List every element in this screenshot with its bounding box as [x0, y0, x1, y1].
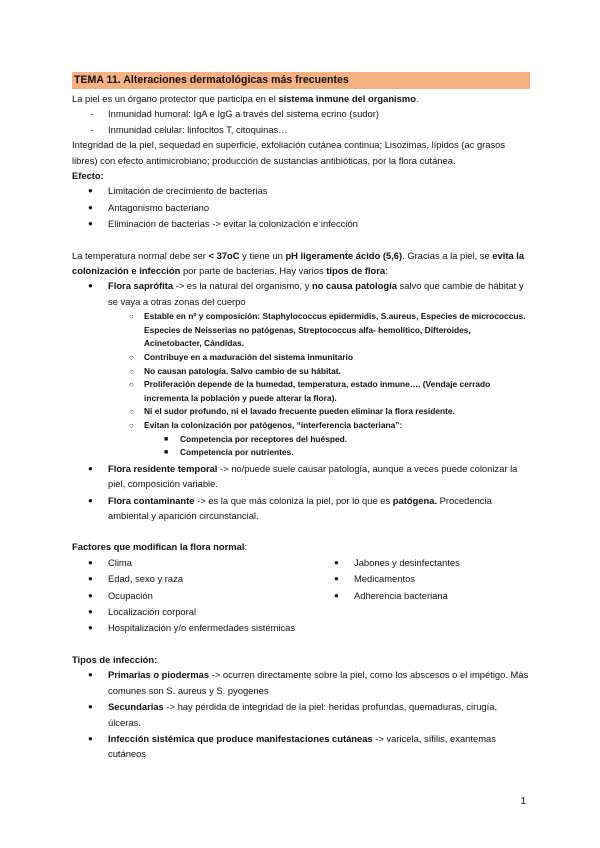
flora-list — [72, 278, 530, 523]
list-item: ● Eliminación de bacterias -> evitar la colonización e infección — [72, 216, 530, 231]
infection-list — [72, 667, 530, 761]
list-item: ● Jabones y desinfectantes — [318, 555, 530, 570]
list-item: ● Medicamentos — [318, 571, 530, 586]
list-item: ■ Competencia por receptores del huésped. — [144, 433, 530, 447]
factors-heading: Factores que modifican la flora normal: — [72, 541, 248, 553]
list-item: ● Hospitalización y/o enfermedades sistémicas — [72, 620, 318, 635]
flora-residente-item: ● Flora residente temporal -> no/puede suele causar patología, aunque a veces puede colonizar la piel, composición variable. — [72, 461, 530, 492]
flora-contaminante-item: ● Flora contaminante -> es la que más coloniza la piel, por lo que es patógena. Procedencia ambiental y aparición circunstancial. — [72, 493, 530, 524]
flora-saprofita-item: ● Flora saprófita -> es la natural del organismo, y no causa patología salvo que cambie de hábitat y se vaya a otras zonas del cuerpo ○ Estable en nº y composición: Staphylococcus epidermidis, S.aureus, Especies de micrococcus. Especies de Neisserias no patógenas, Streptococcus alfa- hemolítico, Difteroides, Acinetobacter, Cándidas. ○ Contribuye en a maduración del sistema inmunitario ○ No causan patología. Salvo cambio de su hábitat. ○ Proliferación depende de la humedad, temperatura, estado inmune…. (Vendaje cerrado incrementa la población y puede alterar la flora). ○ Ni el sudor profundo, ni el lavado frecuente pueden eliminar la flora residente. ○ Evitan la colonización por patógenos, “interferencia bacteriana”: ■ Competencia por receptores del huésped. ■ Competencia por nutrientes. — [72, 278, 530, 459]
factors-columns — [72, 555, 530, 637]
list-item: ○ No causan patología. Salvo cambio de su hábitat. — [108, 365, 530, 379]
list-item: ● Localización corporal — [72, 604, 318, 619]
intro-paragraph: La piel es un órgano protector que participa en el sistema inmune del organismo. — [72, 93, 419, 104]
list-item: ● Adherencia bacteriana — [318, 588, 530, 603]
list-item: ● Limitación de crecimiento de bacterias — [72, 183, 530, 198]
factors-list-right — [318, 555, 530, 637]
effect-heading: Efecto: — [72, 170, 104, 182]
list-item: ○ Contribuye en a maduración del sistema inmunitario — [108, 351, 530, 365]
list-item: ● Infección sistémica que produce manifestaciones cutáneas -> varicela, sífilis, exantemas cutáneos — [72, 731, 530, 762]
list-item: ● Ocupación — [72, 588, 318, 603]
document-page — [72, 72, 530, 763]
list-item: ○ Proliferación depende de la humedad, temperatura, estado inmune…. (Vendaje cerrado incrementa la población y puede alterar la flora). — [108, 378, 530, 405]
temperature-paragraph: La temperatura normal debe ser < 37oC y tiene un pH ligeramente ácido (5,6). Gracias a la piel, se evita la colonización e infección por parte de bacterias. Hay varios tipos de flora: — [72, 249, 525, 277]
list-item: ○ Estable en nº y composición: Staphylococcus epidermidis, S.aureus, Especies de micrococcus. Especies de Neisserias no patógenas, Streptococcus alfa- hemolítico, Difteroides, Acinetobacter, Cándidas. — [108, 310, 530, 351]
list-item: ○ Ni el sudor profundo, ni el lavado frecuente pueden eliminar la flora residente. — [108, 405, 530, 419]
integrity-paragraph: Integridad de la piel, sequedad en superficie, exfoliación cutánea continua; Lisozimas, lípidos (ac grasos libres) con efecto antimicrobiano; producción de sustancias antibióticas, por la flora cutánea. — [72, 139, 506, 166]
page-title: TEMA 11. Alteraciones dermatológicas más frecuentes — [72, 72, 530, 89]
list-item: ● Secundarias -> hay pérdida de integridad de la piel: heridas profundas, quemaduras, cirugía, úlceras. — [72, 699, 530, 730]
list-item: ● Edad, sexo y raza — [72, 571, 318, 586]
immunity-list — [72, 106, 530, 137]
list-item: ● Antagonismo bacteriano — [72, 200, 530, 215]
saprofita-subdetails-list — [144, 433, 530, 460]
list-item: ○ Evitan la colonización por patógenos, “interferencia bacteriana”: ■ Competencia por receptores del huésped. ■ Competencia por nutrientes. — [108, 419, 530, 460]
saprofita-details-list — [108, 310, 530, 460]
infection-heading: Tipos de infección: — [72, 653, 158, 665]
effects-list — [72, 183, 530, 231]
page-number: 1 — [520, 796, 526, 807]
list-item: - Inmunidad humoral: IgA e IgG a través del sistema ecrino (sudor) — [72, 106, 530, 121]
list-item: ● Clima — [72, 555, 318, 570]
factors-list-left — [72, 555, 318, 637]
list-item: ● Primarias o piodermas -> ocurren directamente sobre la piel, como los abscesos o el impétigo. Más comunes son S. aureus y S. pyogenes — [72, 667, 530, 698]
list-item: - Inmunidad celular: linfocitos T, citoquinas… — [72, 122, 530, 137]
list-item: ■ Competencia por nutrientes. — [144, 446, 530, 460]
